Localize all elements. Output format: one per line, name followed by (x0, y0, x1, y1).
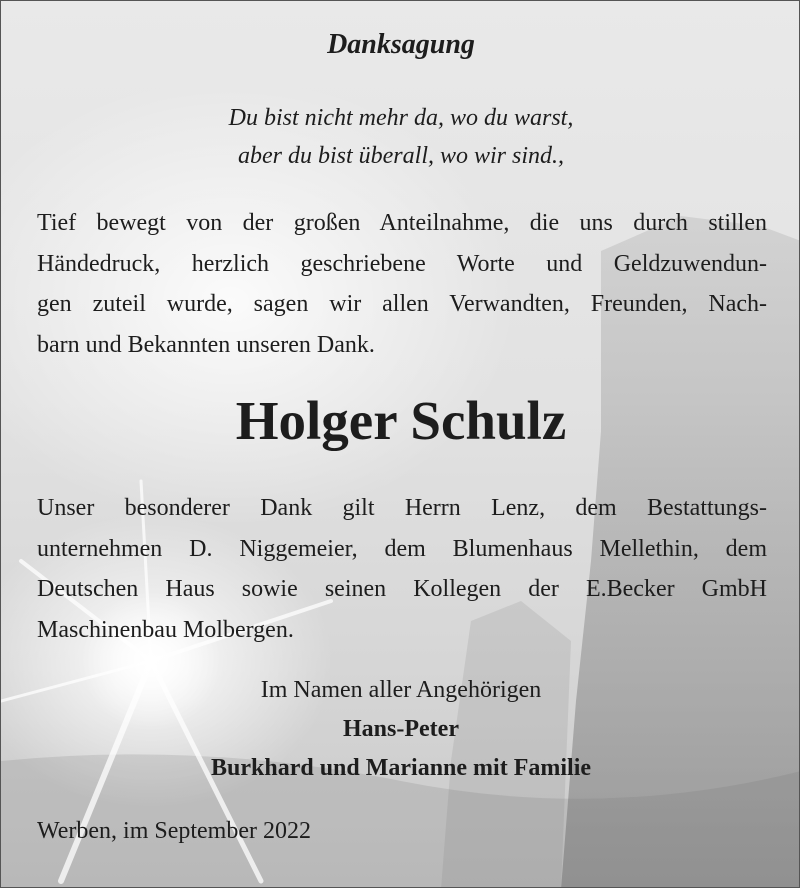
thanks-line: unternehmen D. Niggemeier, dem Blumenhaus Mellethin, dem (37, 535, 767, 562)
heading: Danksagung (327, 29, 475, 60)
verse-line-1: Du bist nicht mehr da, wo du warst, (228, 105, 574, 131)
thanks-line: Deutschen Haus sowie seinen Kollegen der E.Becker GmbH (37, 576, 767, 602)
thanks-paragraph (37, 488, 767, 650)
place-date: Werben, im September 2022 (37, 818, 311, 844)
thanks-line: Unser besonderer Dank gilt Herrn Lenz, dem Bestattungs- (37, 495, 767, 521)
intro-line: Tief bewegt von der großen Anteilnahme, die uns durch stillen (37, 210, 767, 236)
intro-paragraph (37, 203, 767, 365)
verse-line-2: aber du bist überall, wo wir sind., (237, 143, 565, 169)
intro-line: Händedruck, herzlich geschriebene Worte und Geldzuwendun- (37, 250, 767, 277)
signer-1: Hans-Peter (343, 716, 459, 742)
intro-line: gen zuteil wurde, sagen wir allen Verwandten, Freunden, Nach- (37, 291, 767, 317)
signer-2: Burkhard und Marianne mit Familie (210, 755, 592, 781)
deceased-name: Holger Schulz (235, 390, 567, 451)
on-behalf-text: Im Namen aller Angehörigen (260, 677, 542, 703)
intro-line: barn und Bekannten unseren Dank. (37, 331, 375, 358)
thanks-line: Maschinenbau Molbergen. (37, 616, 294, 643)
